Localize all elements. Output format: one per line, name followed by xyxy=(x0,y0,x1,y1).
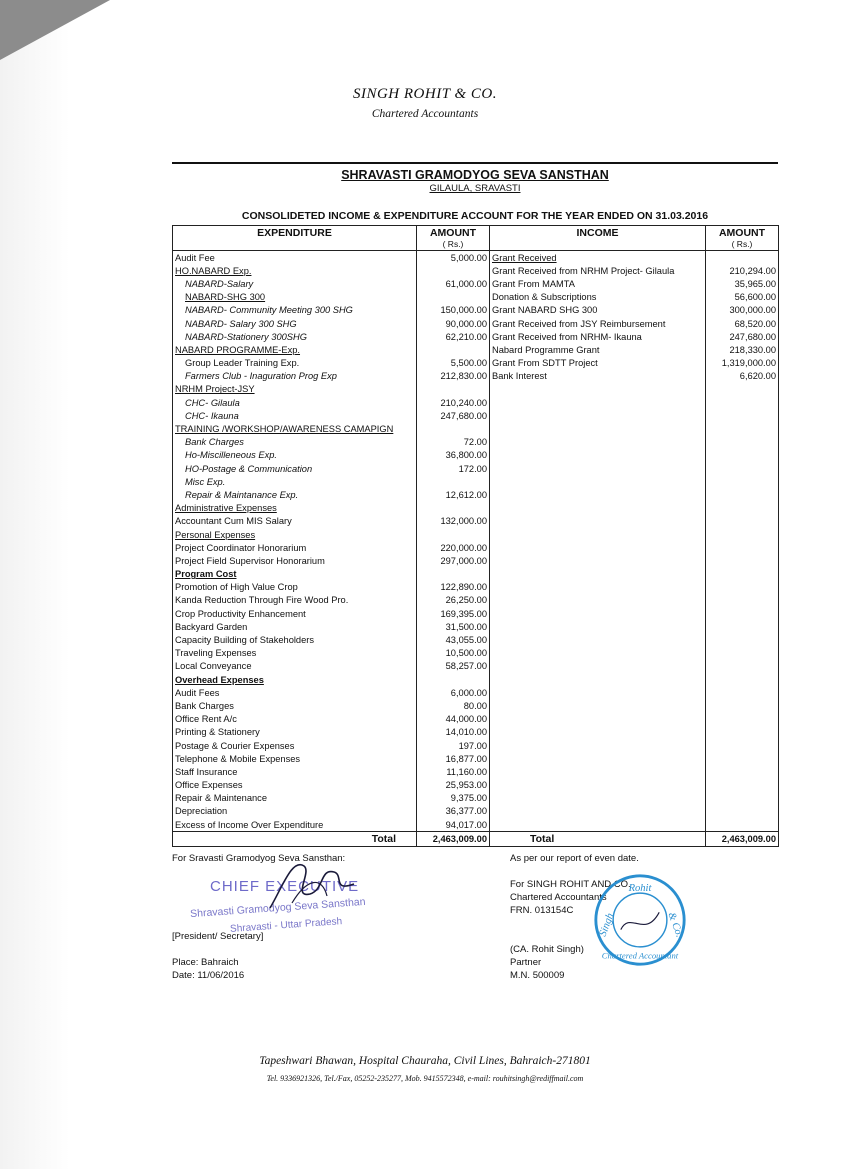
income-item xyxy=(490,739,706,752)
table-row xyxy=(173,343,779,356)
income-item: Grant Received xyxy=(490,251,706,265)
expenditure-amount: 80.00 xyxy=(417,699,490,712)
table-row xyxy=(173,765,779,778)
income-amount: 218,330.00 xyxy=(706,343,779,356)
table-row xyxy=(173,422,779,435)
report-title: CONSOLIDETED INCOME & EXPENDITURE ACCOUNT FOR THE YEAR ENDED ON 31.03.2016 xyxy=(241,210,709,222)
header-amount2-label: AMOUNT xyxy=(718,227,766,239)
income-item xyxy=(490,607,706,620)
expenditure-item: Depreciation xyxy=(173,805,417,818)
table-row xyxy=(173,568,779,581)
header-amount2-unit: ( Rs.) xyxy=(731,239,753,249)
income-amount xyxy=(706,383,779,396)
income-item xyxy=(490,515,706,528)
expenditure-item: HO.NABARD Exp. xyxy=(173,264,417,277)
expenditure-item: Group Leader Training Exp. xyxy=(173,357,417,370)
expenditure-amount: 212,830.00 xyxy=(417,370,490,383)
income-amount xyxy=(706,515,779,528)
expenditure-amount: 62,210.00 xyxy=(417,330,490,343)
scan-shadow xyxy=(0,0,70,1169)
expenditure-total-label: Total xyxy=(173,832,417,847)
table-row xyxy=(173,475,779,488)
income-amount xyxy=(706,594,779,607)
income-item xyxy=(490,488,706,501)
expenditure-item: Project Field Supervisor Honorarium xyxy=(173,554,417,567)
expenditure-item: TRAINING /WORKSHOP/AWARENESS CAMAPIGN xyxy=(173,422,417,435)
expenditure-item: Local Conveyance xyxy=(173,660,417,673)
expenditure-item: Crop Productivity Enhancement xyxy=(173,607,417,620)
expenditure-item: NABARD- Community Meeting 300 SHG xyxy=(173,304,417,317)
income-item: Grant Received from JSY Reimbursement xyxy=(490,317,706,330)
table-row xyxy=(173,409,779,422)
svg-text:& Co.: & Co. xyxy=(665,910,685,939)
income-item: Nabard Programme Grant xyxy=(490,343,706,356)
header-expenditure: EXPENDITURE xyxy=(173,226,417,251)
expenditure-amount: 90,000.00 xyxy=(417,317,490,330)
income-amount xyxy=(706,568,779,581)
expenditure-amount xyxy=(417,383,490,396)
income-amount: 35,965.00 xyxy=(706,277,779,290)
income-item xyxy=(490,449,706,462)
expenditure-amount: 9,375.00 xyxy=(417,792,490,805)
expenditure-amount xyxy=(417,475,490,488)
table-header-row xyxy=(173,226,779,251)
income-amount: 6,620.00 xyxy=(706,370,779,383)
footer-address: Tapeshwari Bhawan, Hospital Chauraha, Civil Lines, Bahraich-271801 xyxy=(259,1055,591,1067)
header-rule xyxy=(172,162,778,164)
income-amount xyxy=(706,792,779,805)
table-row xyxy=(173,554,779,567)
expenditure-amount: 36,377.00 xyxy=(417,805,490,818)
handwritten-signature-icon xyxy=(262,848,362,918)
expenditure-item: Administrative Expenses xyxy=(173,502,417,515)
table-row xyxy=(173,647,779,660)
table-row xyxy=(173,660,779,673)
expenditure-item: CHC- Gilaula xyxy=(173,396,417,409)
income-amount: 300,000.00 xyxy=(706,304,779,317)
income-item xyxy=(490,383,706,396)
table-row xyxy=(173,449,779,462)
expenditure-amount xyxy=(417,422,490,435)
expenditure-item: Kanda Reduction Through Fire Wood Pro. xyxy=(173,594,417,607)
expenditure-item: Office Expenses xyxy=(173,779,417,792)
expenditure-item: Repair & Maintanance Exp. xyxy=(173,488,417,501)
expenditure-amount: 36,800.00 xyxy=(417,449,490,462)
income-item xyxy=(490,554,706,567)
income-item: Bank Interest xyxy=(490,370,706,383)
expenditure-item: Program Cost xyxy=(173,568,417,581)
table-row xyxy=(173,581,779,594)
expenditure-amount: 122,890.00 xyxy=(417,581,490,594)
income-amount xyxy=(706,726,779,739)
income-amount xyxy=(706,739,779,752)
expenditure-item: Printing & Stationery xyxy=(173,726,417,739)
table-row xyxy=(173,686,779,699)
table-row xyxy=(173,291,779,304)
table-row xyxy=(173,594,779,607)
expenditure-amount xyxy=(417,673,490,686)
expenditure-item: Promotion of High Value Crop xyxy=(173,581,417,594)
income-item xyxy=(490,581,706,594)
expenditure-item: Office Rent A/c xyxy=(173,713,417,726)
signing-date: Date: 11/06/2016 xyxy=(172,970,245,981)
expenditure-amount xyxy=(417,502,490,515)
table-row xyxy=(173,515,779,528)
expenditure-item: Postage & Courier Expenses xyxy=(173,739,417,752)
table-row xyxy=(173,673,779,686)
income-item: Donation & Subscriptions xyxy=(490,291,706,304)
income-amount xyxy=(706,462,779,475)
organization-for-line: For Sravasti Gramodyog Seva Sansthan: xyxy=(172,853,346,864)
expenditure-item: Audit Fee xyxy=(173,251,417,265)
signatory-designation: [President/ Secretary] xyxy=(172,931,264,942)
income-amount xyxy=(706,779,779,792)
expenditure-item: Traveling Expenses xyxy=(173,647,417,660)
table-row xyxy=(173,620,779,633)
income-item xyxy=(490,673,706,686)
income-amount: 56,600.00 xyxy=(706,291,779,304)
table-row xyxy=(173,383,779,396)
table-row xyxy=(173,502,779,515)
expenditure-item: NRHM Project-JSY xyxy=(173,383,417,396)
income-item xyxy=(490,462,706,475)
expenditure-item: NABARD PROGRAMME-Exp. xyxy=(173,343,417,356)
income-amount xyxy=(706,409,779,422)
income-amount xyxy=(706,502,779,515)
income-amount xyxy=(706,251,779,265)
expenditure-amount: 58,257.00 xyxy=(417,660,490,673)
income-amount: 210,294.00 xyxy=(706,264,779,277)
expenditure-item: Audit Fees xyxy=(173,686,417,699)
expenditure-item: Backyard Garden xyxy=(173,620,417,633)
table-row xyxy=(173,488,779,501)
table-row xyxy=(173,330,779,343)
income-amount xyxy=(706,449,779,462)
expenditure-amount: 44,000.00 xyxy=(417,713,490,726)
expenditure-amount: 6,000.00 xyxy=(417,686,490,699)
table-row xyxy=(173,699,779,712)
income-total-amount: 2,463,009.00 xyxy=(706,832,779,847)
auditor-report-line: As per our report of even date. xyxy=(510,853,639,864)
income-item xyxy=(490,620,706,633)
income-item xyxy=(490,409,706,422)
income-item xyxy=(490,779,706,792)
expenditure-item: NABARD-SHG 300 xyxy=(173,291,417,304)
auditor-for-line: For SINGH ROHIT AND CO. xyxy=(510,879,631,890)
expenditure-item: Bank Charges xyxy=(173,436,417,449)
expenditure-amount: 31,500.00 xyxy=(417,620,490,633)
income-item: Grant Received from NRHM Project- Gilaula xyxy=(490,264,706,277)
income-amount xyxy=(706,581,779,594)
auditor-name: (CA. Rohit Singh) xyxy=(510,944,584,955)
income-item xyxy=(490,475,706,488)
income-amount xyxy=(706,528,779,541)
income-item xyxy=(490,752,706,765)
svg-text:Singh: Singh xyxy=(597,911,617,939)
header-amount-label: AMOUNT xyxy=(429,227,477,239)
expenditure-amount: 94,017.00 xyxy=(417,818,490,832)
income-item xyxy=(490,818,706,832)
income-total-label: Total xyxy=(490,832,706,847)
footer-contact: Tel. 9336921326, Tel./Fax, 05252-235277, Mob. 9415572348, e-mail: rouhitsingh@rediffmail.com xyxy=(266,1074,584,1083)
expenditure-amount: 197.00 xyxy=(417,739,490,752)
income-amount xyxy=(706,436,779,449)
income-item xyxy=(490,422,706,435)
expenditure-amount: 26,250.00 xyxy=(417,594,490,607)
income-amount: 68,520.00 xyxy=(706,317,779,330)
table-row xyxy=(173,607,779,620)
auditor-frn: FRN. 013154C xyxy=(510,905,574,916)
header-amount-income xyxy=(706,226,779,251)
income-amount xyxy=(706,805,779,818)
table-row xyxy=(173,370,779,383)
expenditure-item: Telephone & Mobile Expenses xyxy=(173,752,417,765)
expenditure-amount: 132,000.00 xyxy=(417,515,490,528)
income-amount: 247,680.00 xyxy=(706,330,779,343)
expenditure-amount xyxy=(417,264,490,277)
expenditure-item: NABARD-Salary xyxy=(173,277,417,290)
income-amount xyxy=(706,818,779,832)
letterhead-subtitle: Chartered Accountants xyxy=(371,108,479,120)
income-amount: 1,319,000.00 xyxy=(706,357,779,370)
table-row xyxy=(173,317,779,330)
income-amount xyxy=(706,633,779,646)
scan-corner-fold xyxy=(0,0,110,60)
income-item xyxy=(490,594,706,607)
table-row xyxy=(173,541,779,554)
signing-place: Place: Bahraich xyxy=(172,957,239,968)
expenditure-amount: 25,953.00 xyxy=(417,779,490,792)
income-amount xyxy=(706,422,779,435)
expenditure-item: Excess of Income Over Expenditure xyxy=(173,818,417,832)
expenditure-amount xyxy=(417,291,490,304)
expenditure-item: Bank Charges xyxy=(173,699,417,712)
expenditure-amount: 72.00 xyxy=(417,436,490,449)
auditor-title: Partner xyxy=(510,957,542,968)
table-row xyxy=(173,264,779,277)
expenditure-amount: 247,680.00 xyxy=(417,409,490,422)
expenditure-amount: 10,500.00 xyxy=(417,647,490,660)
header-amount xyxy=(417,226,490,251)
income-item: Grant From SDTT Project xyxy=(490,357,706,370)
income-amount xyxy=(706,647,779,660)
income-amount xyxy=(706,699,779,712)
expenditure-amount: 169,395.00 xyxy=(417,607,490,620)
expenditure-item: NABARD-Stationery 300SHG xyxy=(173,330,417,343)
stamp-organization: Shravasti Gramodyog Seva Sansthan xyxy=(189,895,366,921)
income-amount xyxy=(706,660,779,673)
income-amount xyxy=(706,396,779,409)
expenditure-amount: 150,000.00 xyxy=(417,304,490,317)
header-income: INCOME xyxy=(490,226,706,251)
organization-name: SHRAVASTI GRAMODYOG SEVA SANSTHAN xyxy=(341,168,609,182)
income-amount xyxy=(706,765,779,778)
table-row xyxy=(173,792,779,805)
income-item: Grant From MAMTA xyxy=(490,277,706,290)
income-amount xyxy=(706,541,779,554)
expenditure-item: Farmers Club - Inaguration Prog Exp xyxy=(173,370,417,383)
expenditure-amount: 5,000.00 xyxy=(417,251,490,265)
auditor-role: Chartered Accountants xyxy=(510,892,607,903)
income-item xyxy=(490,660,706,673)
income-item xyxy=(490,541,706,554)
expenditure-item: Project Coordinator Honorarium xyxy=(173,541,417,554)
income-amount xyxy=(706,713,779,726)
expenditure-amount: 16,877.00 xyxy=(417,752,490,765)
table-row xyxy=(173,251,779,265)
expenditure-amount: 12,612.00 xyxy=(417,488,490,501)
income-item: Grant NABARD SHG 300 xyxy=(490,304,706,317)
income-amount xyxy=(706,752,779,765)
income-item xyxy=(490,726,706,739)
letterhead-firm-name: SINGH ROHIT & CO. xyxy=(352,86,498,102)
income-amount xyxy=(706,488,779,501)
income-item xyxy=(490,805,706,818)
income-item xyxy=(490,436,706,449)
expenditure-total-amount: 2,463,009.00 xyxy=(417,832,490,847)
table-row xyxy=(173,304,779,317)
table-row xyxy=(173,726,779,739)
table-row xyxy=(173,633,779,646)
table-row xyxy=(173,357,779,370)
income-item: Grant Received from NRHM- Ikauna xyxy=(490,330,706,343)
header-amount-unit: ( Rs.) xyxy=(442,239,464,249)
expenditure-item: Ho-Miscilleneous Exp. xyxy=(173,449,417,462)
income-amount xyxy=(706,673,779,686)
income-item xyxy=(490,713,706,726)
income-expenditure-table xyxy=(172,225,779,847)
expenditure-item: Capacity Building of Stakeholders xyxy=(173,633,417,646)
income-item xyxy=(490,699,706,712)
income-item xyxy=(490,633,706,646)
income-amount xyxy=(706,475,779,488)
expenditure-amount xyxy=(417,568,490,581)
income-amount xyxy=(706,686,779,699)
table-row xyxy=(173,277,779,290)
expenditure-item: Accountant Cum MIS Salary xyxy=(173,515,417,528)
expenditure-item: Overhead Expenses xyxy=(173,673,417,686)
organization-place: GILAULA, SRAVASTI xyxy=(429,183,521,194)
income-item xyxy=(490,792,706,805)
expenditure-item: Personal Expenses xyxy=(173,528,417,541)
expenditure-item: Repair & Maintenance xyxy=(173,792,417,805)
table-row xyxy=(173,462,779,475)
table-row xyxy=(173,818,779,832)
expenditure-amount: 5,500.00 xyxy=(417,357,490,370)
expenditure-amount: 297,000.00 xyxy=(417,554,490,567)
expenditure-amount xyxy=(417,528,490,541)
income-item xyxy=(490,686,706,699)
expenditure-amount xyxy=(417,343,490,356)
expenditure-amount: 61,000.00 xyxy=(417,277,490,290)
expenditure-amount: 220,000.00 xyxy=(417,541,490,554)
table-row xyxy=(173,396,779,409)
total-row xyxy=(173,832,779,847)
table-row xyxy=(173,436,779,449)
table-row xyxy=(173,528,779,541)
table-row xyxy=(173,805,779,818)
table-row xyxy=(173,739,779,752)
income-item xyxy=(490,528,706,541)
table-row xyxy=(173,779,779,792)
chief-executive-stamp: CHIEF EXECUTIVE xyxy=(210,878,360,895)
auditor-membership: M.N. 500009 xyxy=(510,970,565,981)
income-amount xyxy=(706,607,779,620)
expenditure-item: Staff Insurance xyxy=(173,765,417,778)
income-item xyxy=(490,502,706,515)
expenditure-item: NABARD- Salary 300 SHG xyxy=(173,317,417,330)
income-amount xyxy=(706,620,779,633)
income-item xyxy=(490,396,706,409)
svg-text:Rohit: Rohit xyxy=(628,883,652,895)
income-amount xyxy=(706,554,779,567)
expenditure-amount: 172.00 xyxy=(417,462,490,475)
income-item xyxy=(490,568,706,581)
expenditure-item: HO-Postage & Communication xyxy=(173,462,417,475)
expenditure-amount: 11,160.00 xyxy=(417,765,490,778)
auditor-seal-icon xyxy=(592,872,688,968)
expenditure-item: CHC- Ikauna xyxy=(173,409,417,422)
table-row xyxy=(173,752,779,765)
income-item xyxy=(490,765,706,778)
svg-text:Chartered Accountant: Chartered Accountant xyxy=(601,950,679,961)
stamp-location: Shravasti - Uttar Pradesh xyxy=(229,916,343,935)
income-item xyxy=(490,647,706,660)
expenditure-amount: 210,240.00 xyxy=(417,396,490,409)
expenditure-amount: 43,055.00 xyxy=(417,633,490,646)
expenditure-item: Misc Exp. xyxy=(173,475,417,488)
table-row xyxy=(173,713,779,726)
expenditure-amount: 14,010.00 xyxy=(417,726,490,739)
table-body xyxy=(173,251,779,847)
